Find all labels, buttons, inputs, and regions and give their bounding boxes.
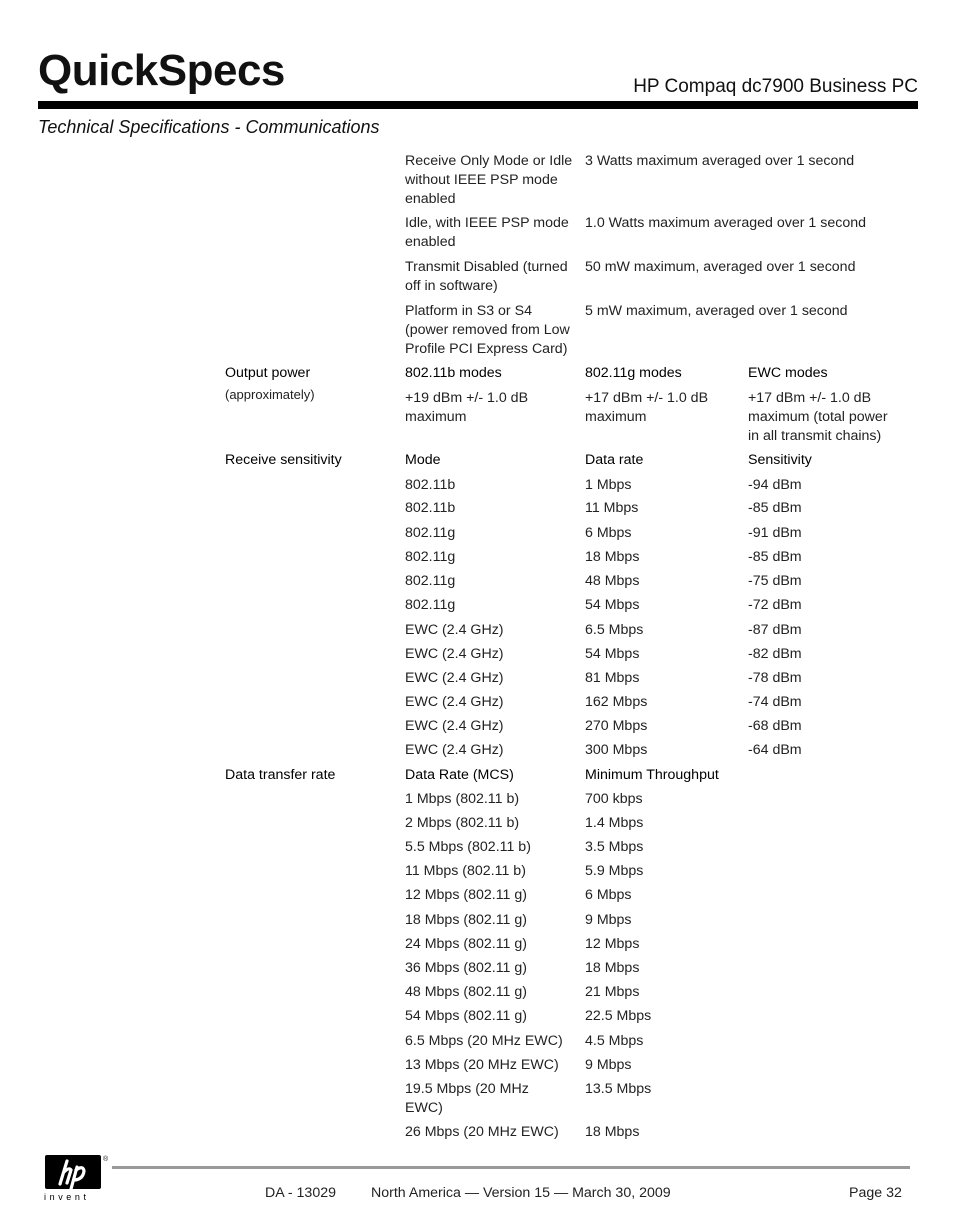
data-rate-cell: EWC) [405, 1100, 443, 1116]
output-power-label: Output power [225, 365, 311, 381]
sensitivity-header: Data rate [585, 452, 644, 468]
power-mode-cell: Receive Only Mode or Idle [405, 153, 573, 169]
throughput-cell: 4.5 Mbps [585, 1033, 644, 1049]
throughput-cell: 21 Mbps [585, 984, 640, 1000]
edition-info: North America — Version 15 — March 30, 2009 [371, 1185, 671, 1201]
power-value-cell: 1.0 Watts maximum averaged over 1 second [585, 215, 866, 231]
receive-sensitivity-label: Receive sensitivity [225, 452, 342, 468]
power-mode-cell: Idle, with IEEE PSP mode [405, 215, 569, 231]
sensitivity-cell: EWC (2.4 GHz) [405, 718, 504, 734]
data-rate-cell: 36 Mbps (802.11 g) [405, 960, 527, 976]
data-rate-cell: 24 Mbps (802.11 g) [405, 936, 527, 952]
sensitivity-cell: -85 dBm [748, 549, 802, 565]
throughput-cell: 9 Mbps [585, 912, 632, 928]
sensitivity-cell: -82 dBm [748, 646, 802, 662]
data-transfer-label: Data transfer rate [225, 767, 336, 783]
sensitivity-cell: 81 Mbps [585, 670, 640, 686]
sensitivity-cell: 6.5 Mbps [585, 622, 644, 638]
data-rate-cell: 2 Mbps (802.11 b) [405, 815, 520, 831]
output-power-header: 802.11g modes [585, 365, 682, 381]
sensitivity-cell: 802.11g [405, 549, 456, 565]
hp-logo-icon [44, 1154, 102, 1190]
power-value-cell: 3 Watts maximum averaged over 1 second [585, 153, 855, 169]
data-rate-cell: 11 Mbps (802.11 b) [405, 863, 526, 879]
sensitivity-cell: EWC (2.4 GHz) [405, 694, 504, 710]
data-rate-cell: 48 Mbps (802.11 g) [405, 984, 527, 1000]
data-transfer-header: Minimum Throughput [585, 767, 719, 783]
throughput-cell: 22.5 Mbps [585, 1008, 652, 1024]
sensitivity-cell: EWC (2.4 GHz) [405, 742, 504, 758]
output-power-value: in all transmit chains) [748, 428, 882, 444]
page-number: Page 32 [849, 1185, 902, 1201]
throughput-cell: 18 Mbps [585, 960, 640, 976]
output-power-header: EWC modes [748, 365, 828, 381]
sensitivity-cell: -91 dBm [748, 525, 802, 541]
output-power-sublabel: (approximately) [225, 387, 315, 402]
data-rate-cell: 54 Mbps (802.11 g) [405, 1008, 527, 1024]
output-power-value: +17 dBm +/- 1.0 dB [748, 390, 872, 406]
output-power-value: +19 dBm +/- 1.0 dB [405, 390, 529, 406]
sensitivity-cell: 18 Mbps [585, 549, 640, 565]
output-power-header: 802.11b modes [405, 365, 502, 381]
throughput-cell: 6 Mbps [585, 887, 632, 903]
sensitivity-cell: 6 Mbps [585, 525, 632, 541]
power-mode-cell: enabled [405, 234, 456, 250]
throughput-cell: 3.5 Mbps [585, 839, 644, 855]
data-rate-cell: 19.5 Mbps (20 MHz [405, 1081, 529, 1097]
sensitivity-cell: EWC (2.4 GHz) [405, 646, 504, 662]
throughput-cell: 5.9 Mbps [585, 863, 644, 879]
output-power-value: maximum [405, 409, 467, 425]
data-rate-cell: 18 Mbps (802.11 g) [405, 912, 527, 928]
sensitivity-cell: EWC (2.4 GHz) [405, 670, 504, 686]
sensitivity-cell: -64 dBm [748, 742, 802, 758]
output-power-value: maximum [585, 409, 647, 425]
footer-rule [112, 1166, 910, 1169]
throughput-cell: 700 kbps [585, 791, 643, 807]
sensitivity-cell: -74 dBm [748, 694, 802, 710]
data-rate-cell: 6.5 Mbps (20 MHz EWC) [405, 1033, 563, 1049]
throughput-cell: 13.5 Mbps [585, 1081, 652, 1097]
data-rate-cell: 5.5 Mbps (802.11 b) [405, 839, 531, 855]
sensitivity-cell: 48 Mbps [585, 573, 640, 589]
sensitivity-header: Sensitivity [748, 452, 812, 468]
document-id: DA - 13029 [265, 1185, 336, 1201]
data-transfer-header: Data Rate (MCS) [405, 767, 514, 783]
power-value-cell: 50 mW maximum, averaged over 1 second [585, 259, 856, 275]
throughput-cell: 12 Mbps [585, 936, 640, 952]
data-rate-cell: 13 Mbps (20 MHz EWC) [405, 1057, 559, 1073]
power-mode-cell: without IEEE PSP mode [405, 172, 558, 188]
sensitivity-cell: 11 Mbps [585, 500, 639, 516]
sensitivity-cell: -72 dBm [748, 597, 802, 613]
power-mode-cell: (power removed from Low [405, 322, 570, 338]
power-mode-cell: Profile PCI Express Card) [405, 341, 568, 357]
power-value-cell: 5 mW maximum, averaged over 1 second [585, 303, 848, 319]
sensitivity-cell: 802.11g [405, 597, 456, 613]
sensitivity-header: Mode [405, 452, 441, 468]
sensitivity-cell: -68 dBm [748, 718, 802, 734]
product-name: HP Compaq dc7900 Business PC [633, 76, 918, 97]
power-mode-cell: Transmit Disabled (turned [405, 259, 568, 275]
data-rate-cell: 1 Mbps (802.11 b) [405, 791, 520, 807]
output-power-value: +17 dBm +/- 1.0 dB [585, 390, 709, 406]
throughput-cell: 9 Mbps [585, 1057, 632, 1073]
sensitivity-cell: 300 Mbps [585, 742, 648, 758]
logo-tagline: invent [44, 1192, 90, 1202]
sensitivity-cell: 270 Mbps [585, 718, 648, 734]
throughput-cell: 1.4 Mbps [585, 815, 644, 831]
sensitivity-cell: -87 dBm [748, 622, 802, 638]
sensitivity-cell: 54 Mbps [585, 646, 640, 662]
throughput-cell: 18 Mbps [585, 1124, 640, 1140]
sensitivity-cell: 802.11g [405, 573, 456, 589]
sensitivity-cell: 1 Mbps [585, 477, 632, 493]
data-rate-cell: 12 Mbps (802.11 g) [405, 887, 527, 903]
sensitivity-cell: -78 dBm [748, 670, 802, 686]
document-brand-title: QuickSpecs [38, 46, 285, 95]
sensitivity-cell: -94 dBm [748, 477, 802, 493]
sensitivity-cell: 54 Mbps [585, 597, 640, 613]
power-mode-cell: off in software) [405, 278, 498, 294]
sensitivity-cell: -75 dBm [748, 573, 802, 589]
header-rule [38, 101, 918, 109]
sensitivity-cell: 162 Mbps [585, 694, 648, 710]
section-title: Technical Specifications - Communications [38, 117, 380, 137]
sensitivity-cell: -85 dBm [748, 500, 802, 516]
sensitivity-cell: 802.11b [405, 500, 456, 516]
sensitivity-cell: EWC (2.4 GHz) [405, 622, 504, 638]
data-rate-cell: 26 Mbps (20 MHz EWC) [405, 1124, 559, 1140]
power-mode-cell: enabled [405, 191, 456, 207]
sensitivity-cell: 802.11b [405, 477, 456, 493]
registered-mark: ® [103, 1156, 109, 1163]
output-power-value: maximum (total power [748, 409, 888, 425]
sensitivity-cell: 802.11g [405, 525, 456, 541]
power-mode-cell: Platform in S3 or S4 [405, 303, 532, 319]
